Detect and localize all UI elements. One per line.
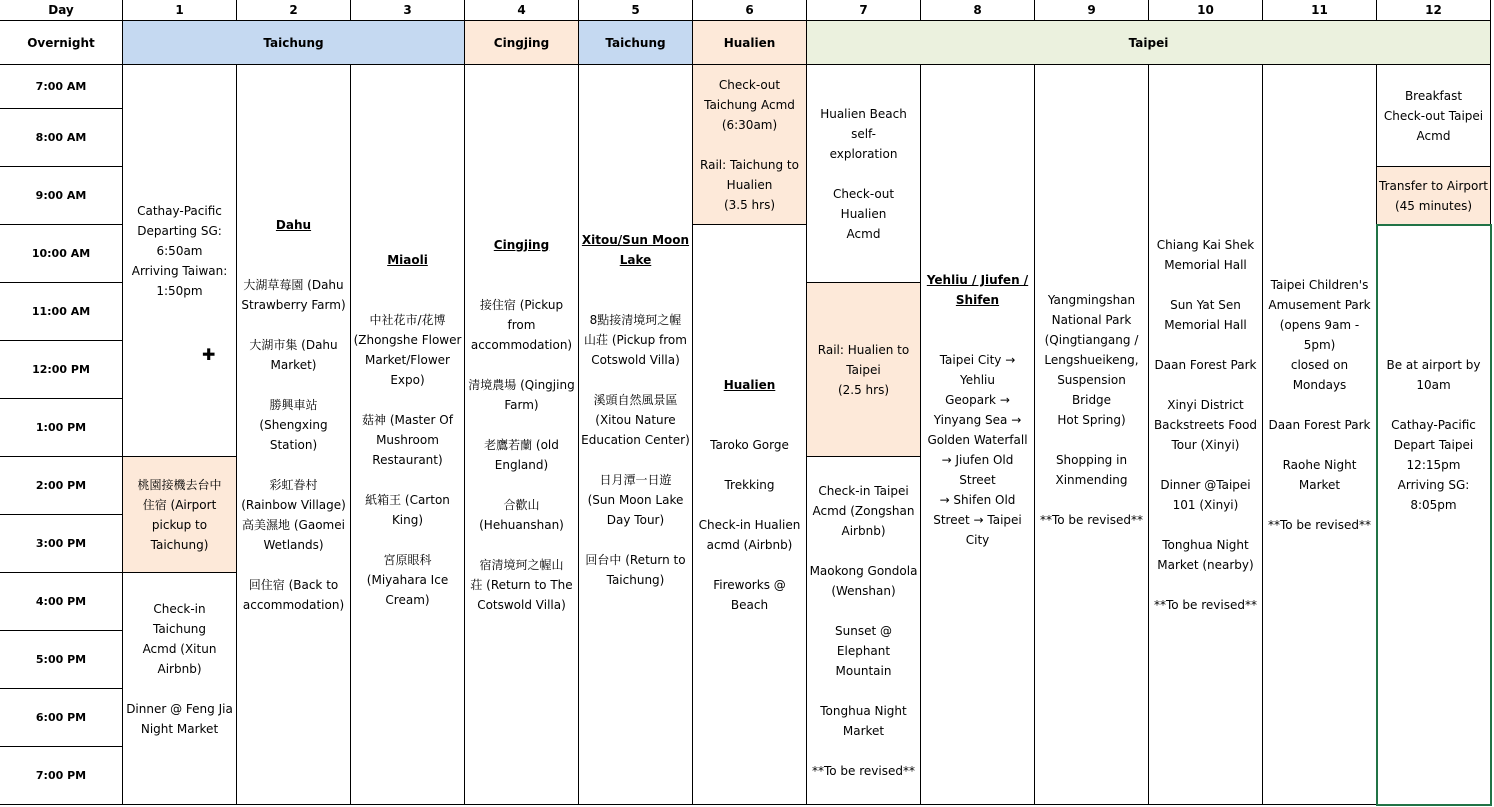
time-label[interactable]: 1:00 PM [0,399,123,457]
day12-airport-cell[interactable]: Be at airport by 10am Cathay-Pacific Depart Taipei 12:15pm Arriving SG: 8:05pm [1377,225,1491,805]
day-8-header[interactable]: 8 [921,0,1035,21]
time-label[interactable]: 3:00 PM [0,515,123,573]
overnight-taichung-2[interactable]: Taichung [579,21,693,65]
day-1-header[interactable]: 1 [123,0,237,21]
time-label[interactable]: 11:00 AM [0,283,123,341]
time-label[interactable]: 5:00 PM [0,631,123,689]
day6-activities: Taroko Gorge Trekking Check-in Hualien acmd (Airbnb) Fireworks @ Beach [698,437,801,612]
day6-cell[interactable] [693,225,807,805]
cursor-crosshair-icon: ✚ [202,345,216,364]
day8-cell[interactable] [921,65,1035,805]
time-label[interactable]: 2:00 PM [0,457,123,515]
day3-title: Miaoli [387,252,428,267]
overnight-label[interactable]: Overnight [0,21,123,65]
day4-title: Cingjing [493,237,550,252]
day11-cell[interactable]: Taipei Children's Amusement Park (opens 9am - 5pm) closed on Mondays Daan Forest Park Raohe Night Market **To be revised** [1263,65,1377,805]
overnight-taichung-1[interactable]: Taichung [123,21,465,65]
day-3-header[interactable]: 3 [351,0,465,21]
active-cell-selection [1376,224,1492,806]
overnight-cingjing[interactable]: Cingjing [465,21,579,65]
day5-title: Xitou/Sun Moon Lake [581,232,690,267]
day2-cell[interactable] [237,65,351,805]
time-label[interactable]: 9:00 AM [0,167,123,225]
day4-activities: 接住宿 (Pickup from accommodation) 清境農場 (Qingjing Farm) 老鷹若蘭 (old England) 合歡山 (Hehuanshan) 宿清境珂之幄山 荘 (Return to The Cotswold Villa) [468,297,575,612]
day-9-header[interactable]: 9 [1035,0,1149,21]
day1-pickup-cell[interactable]: 桃園接機去台中 住宿 (Airport pickup to Taichung) [123,457,237,573]
day-4-header[interactable]: 4 [465,0,579,21]
day5-cell[interactable] [579,65,693,805]
day1-checkin-cell[interactable]: Check-in Taichung Acmd (Xitun Airbnb) Dinner @ Feng Jia Night Market [123,573,237,805]
overnight-taipei[interactable]: Taipei [807,21,1491,65]
time-label[interactable]: 4:00 PM [0,573,123,631]
day4-cell[interactable] [465,65,579,805]
day6-title: Hualien [723,377,776,392]
day5-activities: 8點接清境珂之幄 山荘 (Pickup from Cotswold Villa) 溪頭自然風景區 (Xitou Nature Education Center) 日月潭一日遊 (Sun Moon Lake Day Tour) 回台中 (Return to Taichung) [581,312,690,587]
day3-activities: 中社花市/花博 (Zhongshe Flower Market/Flower Expo) 菇神 (Master Of Mushroom Restaurant) 紙箱王 (Carton King) 宮原眼科 (Miyahara Ice Cream) [353,312,462,607]
day8-activities: Taipei City → Yehliu Geopark → Yinyang Sea → Golden Waterfall → Jiufen Old Street → Shifen Old Street → Taipei City [927,352,1028,547]
day-2-header[interactable]: 2 [237,0,351,21]
time-label[interactable]: 7:00 AM [0,65,123,109]
day7-afternoon-cell[interactable]: Check-in Taipei Acmd (Zongshan Airbnb) Maokong Gondola (Wenshan) Sunset @ Elephant Mountain Tonghua Night Market **To be revised** [807,457,921,805]
day12-breakfast-cell[interactable]: Breakfast Check-out Taipei Acmd [1377,65,1491,167]
day8-title: Yehliu / Jiufen / Shifen [926,272,1029,307]
time-label[interactable]: 8:00 AM [0,109,123,167]
day6-checkout-cell[interactable]: Check-out Taichung Acmd (6:30am) Rail: Taichung to Hualien (3.5 hrs) [693,65,807,225]
time-label[interactable]: 7:00 PM [0,747,123,805]
day2-activities: 大湖草莓園 (Dahu Strawberry Farm) 大湖市集 (Dahu Market) 勝興車站 (Shengxing Station) 彩虹眷村 (Rainbow Village) 高美濕地 (Gaomei Wetlands) 回住宿 (Back to accommodation) [241,277,346,612]
day-7-header[interactable]: 7 [807,0,921,21]
day-11-header[interactable]: 11 [1263,0,1377,21]
day-5-header[interactable]: 5 [579,0,693,21]
time-label[interactable]: 12:00 PM [0,341,123,399]
day-header[interactable]: Day [0,0,123,21]
day7-rail-cell[interactable]: Rail: Hualien to Taipei (2.5 hrs) [807,283,921,457]
day3-cell[interactable] [351,65,465,805]
day-6-header[interactable]: 6 [693,0,807,21]
day7-morning-cell[interactable]: Hualien Beach self- exploration Check-out Hualien Acmd [807,65,921,283]
time-label[interactable]: 10:00 AM [0,225,123,283]
day-12-header[interactable]: 12 [1377,0,1491,21]
day-10-header[interactable]: 10 [1149,0,1263,21]
time-label[interactable]: 6:00 PM [0,689,123,747]
day9-cell[interactable]: Yangmingshan National Park (Qingtiangang / Lengshueikeng, Suspension Bridge Hot Spring) Shopping in Xinmending **To be revised** [1035,65,1149,805]
day10-cell[interactable]: Chiang Kai Shek Memorial Hall Sun Yat Sen Memorial Hall Daan Forest Park Xinyi District Backstreets Food Tour (Xinyi) Dinner @Taipei 101 (Xinyi) Tonghua Night Market (nearby) **To be revised** [1149,65,1263,805]
day12-transfer-cell[interactable]: Transfer to Airport (45 minutes) [1377,167,1491,225]
day1-flight-cell[interactable]: Cathay-Pacific Departing SG: 6:50am Arriving Taiwan: 1:50pm [123,65,237,457]
overnight-hualien[interactable]: Hualien [693,21,807,65]
day2-title: Dahu [275,217,312,232]
